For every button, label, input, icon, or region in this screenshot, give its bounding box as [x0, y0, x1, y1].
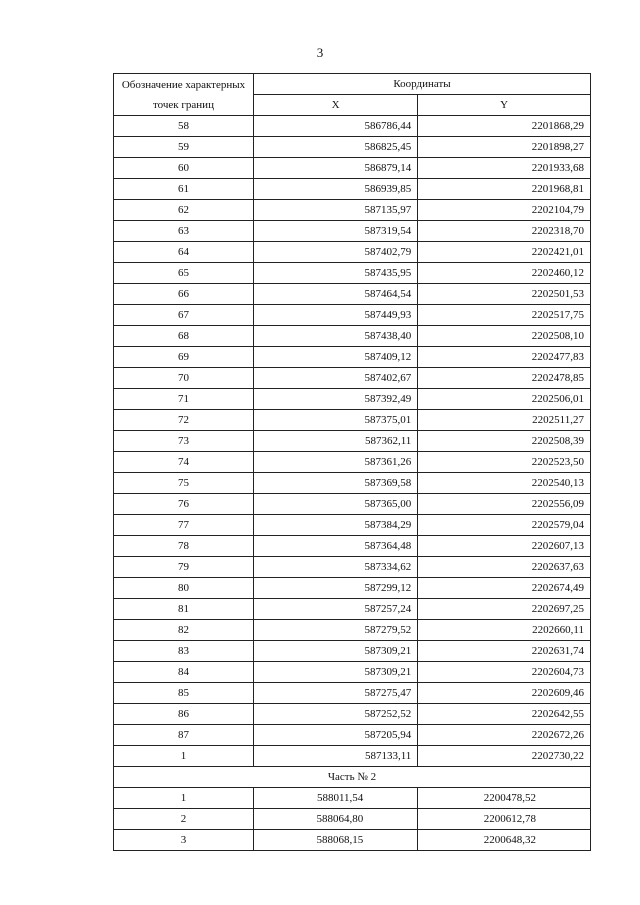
point-cell: 75: [114, 473, 254, 494]
table-row: [114, 641, 591, 662]
x-cell: 587362,11: [254, 431, 418, 452]
y-cell: 2202607,13: [418, 536, 591, 557]
y-cell: 2201868,29: [418, 116, 591, 137]
table-row: [114, 620, 591, 641]
table-row: [114, 662, 591, 683]
table-body: [114, 116, 591, 851]
x-cell: 587409,12: [254, 347, 418, 368]
table-row: [114, 473, 591, 494]
table-row: [114, 137, 591, 158]
x-cell: 587252,52: [254, 704, 418, 725]
x-cell: 586939,85: [254, 179, 418, 200]
table-row: [114, 557, 591, 578]
point-cell: 68: [114, 326, 254, 347]
y-cell: 2202421,01: [418, 242, 591, 263]
point-cell: 64: [114, 242, 254, 263]
y-cell: 2201898,27: [418, 137, 591, 158]
table-row: [114, 410, 591, 431]
table-row: [114, 263, 591, 284]
point-cell: 82: [114, 620, 254, 641]
y-cell: 2202506,01: [418, 389, 591, 410]
x-cell: 587449,93: [254, 305, 418, 326]
point-cell: 61: [114, 179, 254, 200]
x-cell: 587364,48: [254, 536, 418, 557]
x-cell: 588068,15: [254, 830, 418, 851]
y-cell: 2202517,75: [418, 305, 591, 326]
y-cell: 2201933,68: [418, 158, 591, 179]
y-cell: 2202478,85: [418, 368, 591, 389]
table-row: [114, 515, 591, 536]
point-cell: 62: [114, 200, 254, 221]
point-cell: 1: [114, 746, 254, 767]
y-cell: 2202631,74: [418, 641, 591, 662]
y-header: Y: [418, 95, 591, 116]
x-cell: 587309,21: [254, 641, 418, 662]
y-cell: 2202672,26: [418, 725, 591, 746]
x-cell: 587369,58: [254, 473, 418, 494]
table-row: [114, 158, 591, 179]
x-cell: 586879,14: [254, 158, 418, 179]
coordinates-header: Координаты: [254, 74, 591, 95]
y-cell: 2202637,63: [418, 557, 591, 578]
x-cell: 587275,47: [254, 683, 418, 704]
x-cell: 586786,44: [254, 116, 418, 137]
x-cell: 587299,12: [254, 578, 418, 599]
point-cell: 67: [114, 305, 254, 326]
x-cell: 587438,40: [254, 326, 418, 347]
x-cell: 587402,67: [254, 368, 418, 389]
table-row: [114, 536, 591, 557]
x-cell: 587464,54: [254, 284, 418, 305]
x-cell: 587392,49: [254, 389, 418, 410]
point-cell: 81: [114, 599, 254, 620]
y-cell: 2202540,13: [418, 473, 591, 494]
table-row: [114, 221, 591, 242]
y-cell: 2202642,55: [418, 704, 591, 725]
y-cell: 2202556,09: [418, 494, 591, 515]
y-cell: 2202674,49: [418, 578, 591, 599]
x-cell: 586825,45: [254, 137, 418, 158]
point-cell: 66: [114, 284, 254, 305]
point-cell: 1: [114, 788, 254, 809]
x-cell: 587435,95: [254, 263, 418, 284]
table-row: [114, 242, 591, 263]
point-cell: 2: [114, 809, 254, 830]
point-cell: 80: [114, 578, 254, 599]
y-cell: 2202104,79: [418, 200, 591, 221]
point-cell: 78: [114, 536, 254, 557]
table-row: [114, 746, 591, 767]
table-row: [114, 200, 591, 221]
page-number: 3: [316, 45, 324, 60]
x-cell: 587361,26: [254, 452, 418, 473]
point-cell: 71: [114, 389, 254, 410]
table-row: [114, 452, 591, 473]
table-row: [114, 305, 591, 326]
x-cell: 587319,54: [254, 221, 418, 242]
point-cell: 69: [114, 347, 254, 368]
point-cell: 73: [114, 431, 254, 452]
table-row: [114, 179, 591, 200]
y-cell: 2202523,50: [418, 452, 591, 473]
point-cell: 83: [114, 641, 254, 662]
x-cell: 587133,11: [254, 746, 418, 767]
point-cell: 79: [114, 557, 254, 578]
point-cell: 87: [114, 725, 254, 746]
y-cell: 2200648,32: [418, 830, 591, 851]
x-cell: 587309,21: [254, 662, 418, 683]
y-cell: 2202501,53: [418, 284, 591, 305]
x-cell: 587402,79: [254, 242, 418, 263]
x-cell: 587334,62: [254, 557, 418, 578]
point-label-header: Обозначение характерных точек границ: [114, 74, 254, 116]
table-row: [114, 599, 591, 620]
y-cell: 2202604,73: [418, 662, 591, 683]
coordinates-table: [113, 73, 591, 851]
table-row: [114, 347, 591, 368]
x-cell: 587375,01: [254, 410, 418, 431]
x-cell: 587365,00: [254, 494, 418, 515]
x-cell: 587135,97: [254, 200, 418, 221]
table-row: [114, 830, 591, 851]
point-cell: 65: [114, 263, 254, 284]
x-header: X: [254, 95, 418, 116]
table-row: [114, 494, 591, 515]
point-cell: 77: [114, 515, 254, 536]
table-row: [114, 788, 591, 809]
point-cell: 60: [114, 158, 254, 179]
table-row: [114, 389, 591, 410]
section-row: [114, 767, 591, 788]
x-cell: 587257,24: [254, 599, 418, 620]
y-cell: 2202511,27: [418, 410, 591, 431]
point-cell: 3: [114, 830, 254, 851]
y-cell: 2202318,70: [418, 221, 591, 242]
x-cell: 588064,80: [254, 809, 418, 830]
y-cell: 2202697,25: [418, 599, 591, 620]
table-row: [114, 809, 591, 830]
x-cell: 587279,52: [254, 620, 418, 641]
y-cell: 2202460,12: [418, 263, 591, 284]
table-row: [114, 368, 591, 389]
table-row: [114, 725, 591, 746]
y-cell: 2202508,10: [418, 326, 591, 347]
point-cell: 72: [114, 410, 254, 431]
y-cell: 2201968,81: [418, 179, 591, 200]
point-cell: 74: [114, 452, 254, 473]
table-row: [114, 326, 591, 347]
y-cell: 2202579,04: [418, 515, 591, 536]
table-header-row: [114, 74, 591, 95]
table-row: [114, 284, 591, 305]
table-row: [114, 683, 591, 704]
y-cell: 2200612,78: [418, 809, 591, 830]
point-cell: 86: [114, 704, 254, 725]
y-cell: 2202477,83: [418, 347, 591, 368]
point-cell: 76: [114, 494, 254, 515]
y-cell: 2202660,11: [418, 620, 591, 641]
point-cell: 85: [114, 683, 254, 704]
point-cell: 70: [114, 368, 254, 389]
table-row: [114, 431, 591, 452]
table-row: [114, 704, 591, 725]
section-title: Часть № 2: [114, 767, 591, 788]
x-cell: 588011,54: [254, 788, 418, 809]
point-cell: 63: [114, 221, 254, 242]
table-row: [114, 116, 591, 137]
y-cell: 2202609,46: [418, 683, 591, 704]
x-cell: 587205,94: [254, 725, 418, 746]
y-cell: 2202508,39: [418, 431, 591, 452]
y-cell: 2200478,52: [418, 788, 591, 809]
table-row: [114, 578, 591, 599]
x-cell: 587384,29: [254, 515, 418, 536]
point-cell: 58: [114, 116, 254, 137]
point-cell: 59: [114, 137, 254, 158]
y-cell: 2202730,22: [418, 746, 591, 767]
point-cell: 84: [114, 662, 254, 683]
